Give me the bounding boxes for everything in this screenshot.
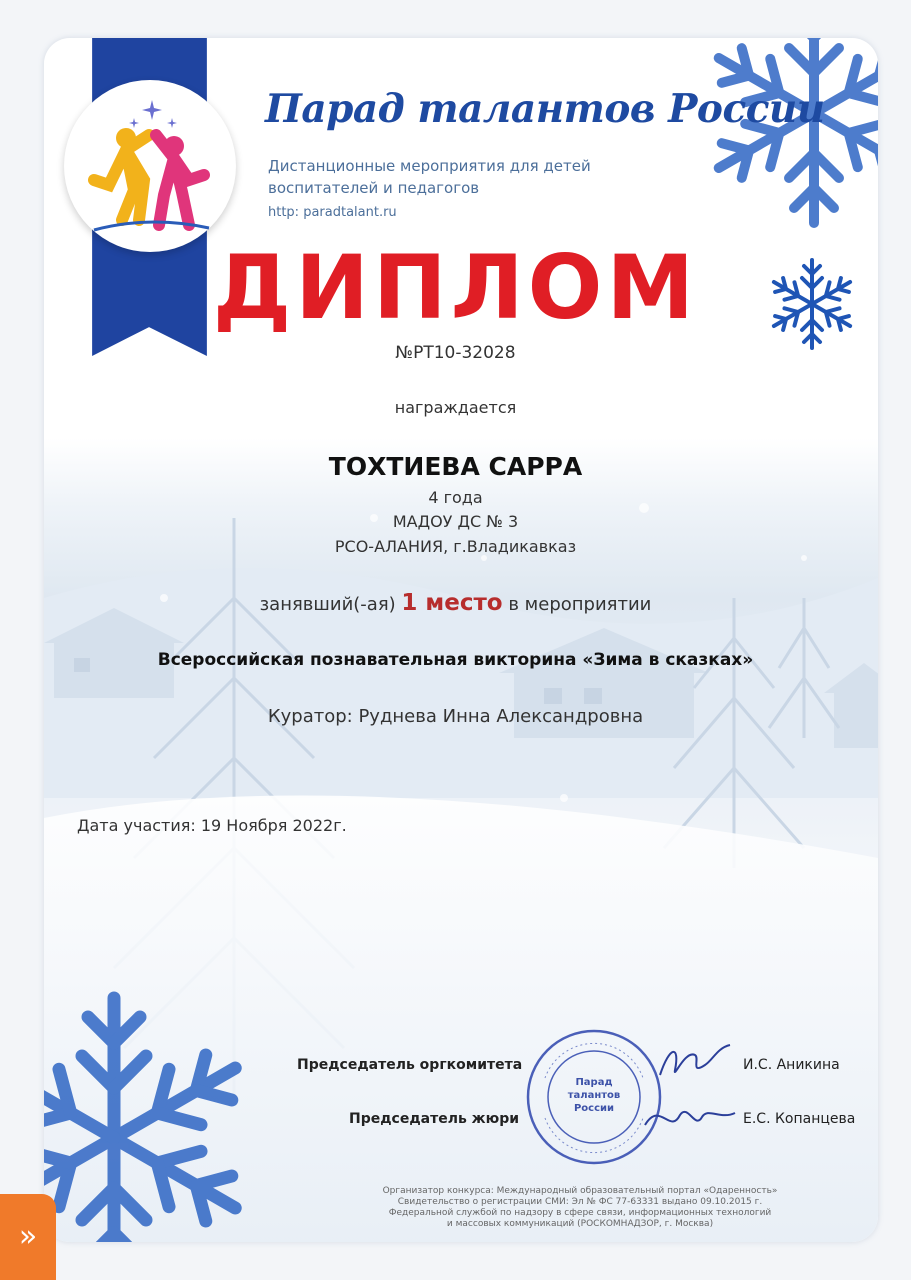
place-value: 1 место [401, 590, 503, 616]
children-logo-icon [64, 80, 236, 252]
next-arrow-button[interactable] [0, 1194, 56, 1280]
recipient-name: ТОХТИЕВА САРРА [328, 452, 583, 481]
footer-line1: Организатор конкурса: Международный образовательный портал «Одаренность» [382, 1186, 778, 1196]
double-chevron-right-icon: » [18, 1219, 38, 1254]
footer-line4: и массовых коммуникаций (РОСКОМНАДЗОР, г. Москва) [446, 1219, 714, 1229]
curator: Куратор: Руднева Инна Александровна [267, 706, 644, 727]
website-url[interactable]: http: paradtalant.ru [268, 205, 397, 220]
participation-date: Дата участия: 19 Ноября 2022г. [77, 816, 347, 835]
footer-info [350, 1186, 810, 1230]
footer-line2: Свидетельство о регистрации СМИ: Эл № ФС 77-63331 выдано 09.10.2015 г. [397, 1197, 763, 1207]
chair-org-name: И.С. Аникина [743, 1057, 840, 1073]
awarded-text: награждается [394, 398, 517, 417]
signature-aniikina [655, 1040, 735, 1085]
recipient-age: 4 года [428, 488, 483, 507]
tagline-line1: Дистанционные мероприятия для детей [268, 157, 591, 175]
diploma-title: ДИПЛОМ [212, 236, 699, 339]
footer-line3: Федеральной службой по надзору в сфере связи, информационных технологий [388, 1208, 772, 1218]
place-prefix: занявший(-ая) [259, 594, 396, 615]
chair-org-label: Председатель оргкомитета [297, 1057, 523, 1073]
snowflake-icon [694, 38, 878, 233]
tagline-line2: воспитателей и педагогов [268, 179, 480, 197]
tagline [268, 155, 608, 199]
diploma-number: №РТ10-32028 [395, 343, 516, 363]
large-snowflake-icon [44, 988, 264, 1242]
recipient-organization: МАДОУ ДС № 3 [392, 512, 519, 531]
chair-jury-label: Председатель жюри [349, 1111, 520, 1127]
signature-kopantseva [640, 1095, 740, 1140]
place-line [0, 590, 911, 616]
event-name: Всероссийская познавательная викторина «Зима в сказках» [157, 650, 754, 670]
brand-title: Парад талантов России [265, 86, 825, 132]
chair-jury-name: Е.С. Копанцева [743, 1111, 856, 1127]
logo [64, 80, 236, 252]
stamp-line3: России [573, 1103, 615, 1114]
recipient-city: РСО-АЛАНИЯ, г.Владикавказ [334, 537, 577, 556]
stamp-line2: талантов [567, 1090, 621, 1101]
stamp-line1: Парад [575, 1077, 613, 1088]
place-suffix: в мероприятии [508, 594, 652, 615]
